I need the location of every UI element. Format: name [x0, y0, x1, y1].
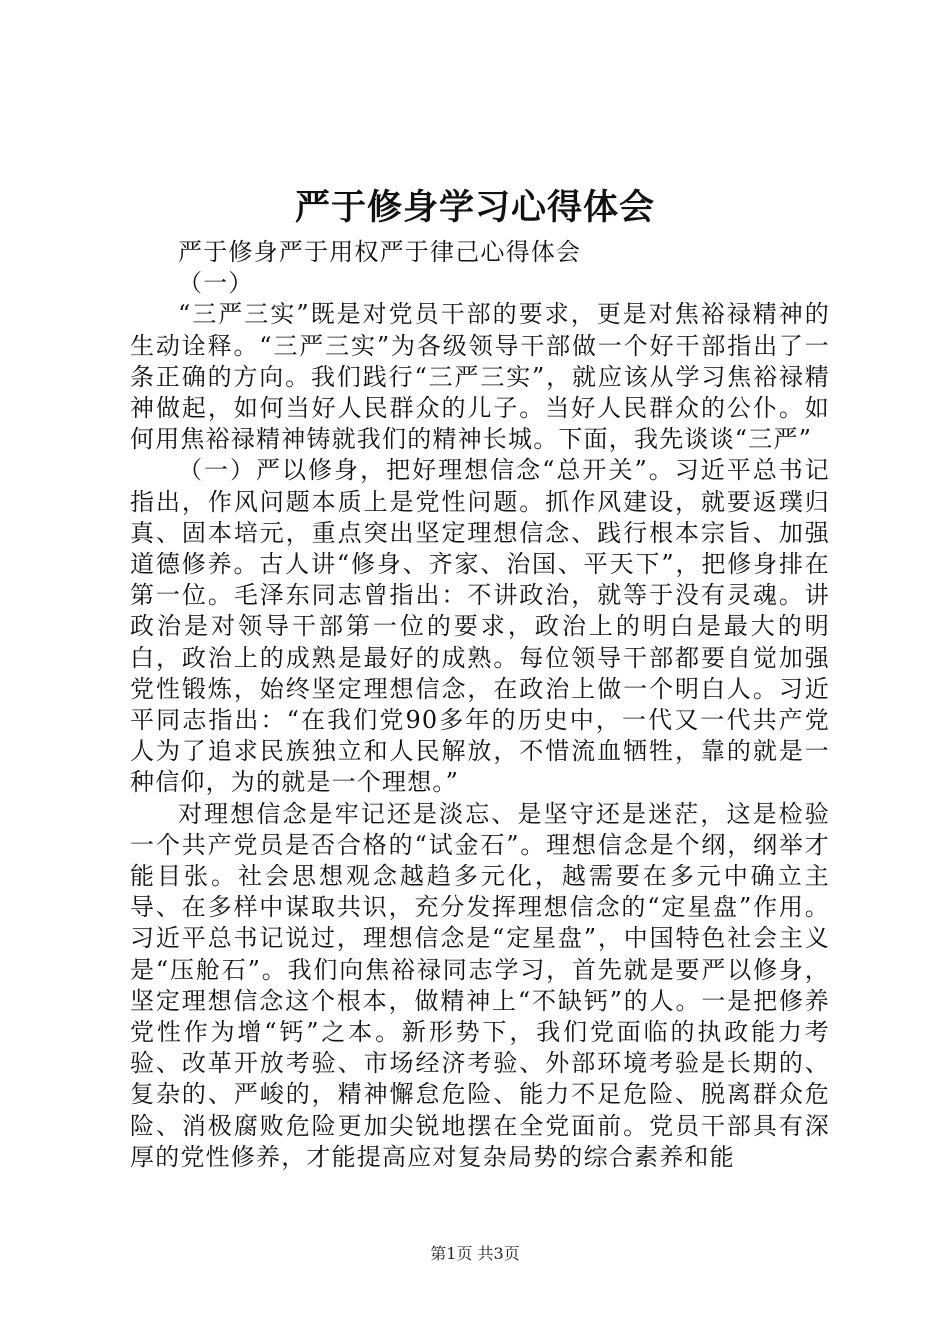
section-marker: （一）: [178, 269, 254, 298]
page-footer: 第1页 共3页: [430, 1244, 520, 1263]
document-body: [130, 237, 830, 1173]
body-paragraph: “三严三实”既是对党员干部的要求，更是对焦裕禄精神的生动诠释。“三严三实”为各级领导干部做一个好干部指出了一条正确的方向。我们践行“三严三实”，就应该从学习焦裕禄精神做起，如何当好人民群众的儿子。当好人民群众的公仆。如何用焦裕禄精神铸就我们的精神长城。下面，我先谈谈“三严”: [130, 300, 830, 454]
subtitle-paragraph: 严于修身严于用权严于律己心得体会: [178, 238, 582, 266]
document-title: 严于修身学习心得体会: [294, 187, 655, 228]
body-paragraph: 对理想信念是牢记还是淡忘、是坚守还是迷茫，这是检验一个共产党员是否合格的“试金石”。理想信念是个纲，纲举才能目张。社会思想观念越趋多元化，越需要在多元中确立主导、在多样中谋取共识，充分发挥理想信念的“定星盘”作用。习近平总书记说过，理想信念是“定星盘”，中国特色社会主义是“压舱石”。我们向焦裕禄同志学习，首先就是要严以修身，坚定理想信念这个根本，做精神上“不缺钙”的人。一是把修养党性作为增“钙”之本。新形势下，我们党面临的执政能力考验、改革开放考验、市场经济考验、外部环境考验是长期的、复杂的、严峻的，精神懈怠危险、能力不足危险、脱离群众危险、消极腐败危险更加尖锐地摆在全党面前。党员干部具有深厚的党性修养，才能提高应对复杂局势的综合素养和能: [130, 799, 830, 1171]
body-paragraph: （一）严以修身，把好理想信念“总开关”。习近平总书记指出，作风问题本质上是党性问题。抓作风建设，就要返璞归真、固本培元，重点突出坚定理想信念、践行根本宗旨、加强道德修养。古人讲“修身、齐家、治国、平天下”，把修身排在第一位。毛泽东同志曾指出：不讲政治，就等于没有灵魂。讲政治是对领导干部第一位的要求，政治上的明白是最大的明白，政治上的成熟是最好的成熟。每位领导干部都要自觉加强党性锻炼，始终坚定理想信念，在政治上做一个明白人。习近平同志指出：“在我们党90多年的历史中，一代又一代共产党人为了追求民族独立和人民解放，不惜流血牺牲，靠的就是一种信仰，为的就是一个理想。”: [130, 456, 830, 797]
